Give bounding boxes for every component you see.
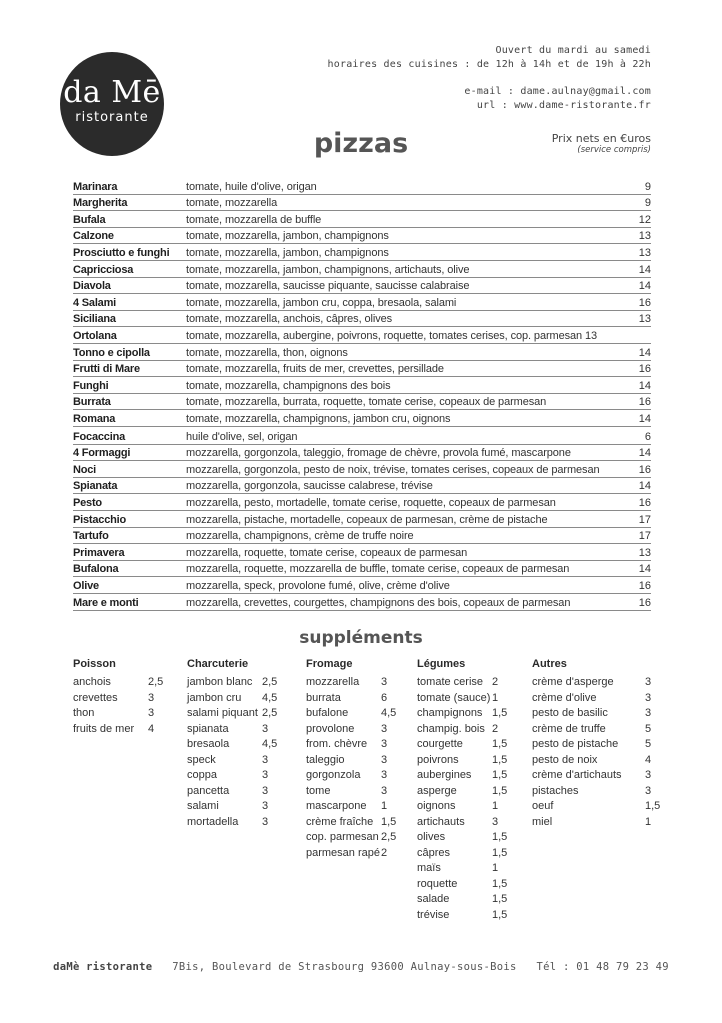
supplement-label: salade <box>417 893 450 905</box>
menu-item-description: tomate, mozzarella, anchois, câpres, olives <box>186 313 393 326</box>
supplement-item <box>532 784 652 801</box>
supplement-item <box>187 738 278 754</box>
footer-address: 7Bis, Boulevard de Strasbourg 93600 Aulnay-sous-Bois <box>172 961 517 973</box>
menu-item-name: Diavola <box>73 280 111 293</box>
menu-item-row <box>73 561 651 578</box>
menu-item-price: 14 <box>638 447 651 460</box>
supplement-item <box>417 877 508 894</box>
menu-item-name: Pesto <box>73 496 102 509</box>
menu-item-name: 4 Salami <box>73 296 117 309</box>
supplement-price: 3 <box>262 769 269 781</box>
supplement-column <box>532 658 661 831</box>
supplement-price: 1 <box>381 800 388 812</box>
supplement-price: 1,5 <box>492 908 508 921</box>
supplement-label: tomate (sauce) <box>417 691 491 704</box>
menu-item-row <box>73 461 651 478</box>
menu-item-row <box>73 428 651 445</box>
menu-item-price: 16 <box>638 463 651 476</box>
menu-item-row <box>73 195 651 212</box>
menu-item-row <box>73 478 651 495</box>
supplement-price: 3 <box>148 691 155 704</box>
menu-item-price: 13 <box>638 246 651 259</box>
supplement-price: 3 <box>262 722 269 735</box>
supplement-item <box>532 815 652 832</box>
supplement-item <box>73 707 155 723</box>
supplement-price: 3 <box>381 676 388 688</box>
supplement-label: anchois <box>73 676 111 688</box>
menu-item-row <box>73 577 651 594</box>
supplement-price: 2 <box>381 846 388 859</box>
white-pizza-list <box>73 428 651 611</box>
supplement-label: mozzarella <box>306 676 360 688</box>
menu-item-description: tomate, mozzarella, fruits de mer, crevettes, persillade <box>186 363 444 376</box>
supplement-item <box>187 784 269 801</box>
menu-item-price: 14 <box>638 480 651 493</box>
supplement-item <box>417 738 508 754</box>
menu-item-description: mozzarella, pistache, mortadelle, copeaux de parmesan, crème de pistache <box>186 513 548 526</box>
supplement-item <box>306 815 397 832</box>
supplement-price: 5 <box>645 738 652 750</box>
menu-item-row <box>73 410 651 427</box>
supplement-price: 4,5 <box>262 738 278 750</box>
supplement-item <box>417 846 508 863</box>
supplement-price: 2,5 <box>262 707 278 719</box>
supplement-price: 3 <box>262 784 269 797</box>
supplement-item <box>417 691 499 708</box>
menu-item-description: tomate, mozzarella <box>186 197 278 210</box>
menu-item-price: 14 <box>638 346 651 359</box>
supplement-item <box>187 753 269 770</box>
menu-item-price: 13 <box>638 313 651 326</box>
supplement-item <box>532 738 652 754</box>
menu-item-description: tomate, huile d'olive, origan <box>186 180 317 193</box>
menu-item-row <box>73 294 651 311</box>
supplement-price: 1 <box>492 862 499 874</box>
menu-item-row <box>73 244 651 261</box>
supplement-price: 3 <box>645 769 652 781</box>
supplement-label: fruits de mer <box>73 722 135 735</box>
menu-item-description: tomate, mozzarella, jambon, champignons <box>186 246 389 259</box>
supplement-label: coppa <box>187 769 217 781</box>
kitchen-hours: horaires des cuisines : de 12h à 14h et de 19h à 22h <box>327 59 651 70</box>
logo-subtitle: ristorante <box>75 110 149 125</box>
menu-item-description: mozzarella, crevettes, courgettes, champignons des bois, copeaux de parmesan <box>186 596 571 609</box>
menu-item-price: 16 <box>638 296 651 309</box>
price-note-main: Prix nets en €uros <box>551 132 651 145</box>
menu-item-price: 16 <box>638 496 651 509</box>
supplement-label: poivrons <box>417 753 459 766</box>
menu-item-row <box>73 228 651 245</box>
supplement-label: salami piquant <box>187 707 258 719</box>
supplement-label: pesto de pistache <box>532 738 619 750</box>
menu-item-price: 9 <box>644 197 651 210</box>
supplement-label: trévise <box>417 908 450 921</box>
menu-item-price: 6 <box>644 430 651 443</box>
supplement-category: Autres <box>532 658 567 670</box>
supplement-price: 3 <box>645 784 652 797</box>
menu-item-name: Bufala <box>73 213 106 226</box>
supplement-item <box>306 831 397 847</box>
supplement-price: 1,5 <box>492 877 508 890</box>
supplement-price: 1,5 <box>492 707 508 719</box>
supplement-item <box>417 707 508 723</box>
supplement-label: câpres <box>417 846 451 859</box>
menu-item-row <box>73 261 651 278</box>
supplement-price: 4 <box>148 722 155 735</box>
menu-item-price: 9 <box>644 180 651 193</box>
supplement-price: 4,5 <box>381 707 397 719</box>
menu-item-description: mozzarella, gorgonzola, saucisse calabrese, trévise <box>186 480 433 493</box>
supplement-price: 1 <box>492 800 499 812</box>
supplement-label: jambon cru <box>187 691 242 704</box>
supplement-price: 1,5 <box>492 846 508 859</box>
menu-item-price: 13 <box>638 230 651 243</box>
supplement-item <box>417 784 508 801</box>
supplement-item <box>417 769 508 785</box>
supplement-item <box>306 800 388 816</box>
menu-item-name: Olive <box>73 579 99 592</box>
supplement-item <box>306 784 388 801</box>
supplement-item <box>417 831 508 847</box>
supplement-label: thon <box>73 707 95 719</box>
menu-item-row <box>73 594 651 611</box>
price-note <box>552 132 651 155</box>
supplement-item <box>417 815 499 832</box>
supplement-label: crème d'artichauts <box>532 769 622 781</box>
menu-item-row <box>73 361 651 378</box>
menu-item-row <box>73 278 651 295</box>
supplement-label: parmesan rapé <box>306 846 380 859</box>
supplement-label: artichauts <box>417 815 465 828</box>
menu-item-row <box>73 445 651 462</box>
supplement-item <box>532 707 652 723</box>
menu-item-name: Focaccina <box>73 430 126 443</box>
menu-item-row <box>73 344 651 361</box>
menu-item-price: 14 <box>638 280 651 293</box>
footer-phone: Tél : 01 48 79 23 49 <box>536 961 669 973</box>
supplement-item <box>73 722 155 739</box>
supplement-item <box>187 815 269 832</box>
supplement-item <box>73 691 155 708</box>
supplement-price: 2 <box>492 676 499 688</box>
supplement-label: oeuf <box>532 800 554 812</box>
supplement-label: asperge <box>417 784 457 797</box>
supplement-item <box>306 738 388 754</box>
email-text: e-mail : dame.aulnay@gmail.com <box>464 86 651 97</box>
supplement-label: gorgonzola <box>306 769 361 781</box>
supplement-label: tomate cerise <box>417 676 484 688</box>
supplement-price: 3 <box>262 753 269 766</box>
supplement-label: crème fraîche <box>306 815 374 828</box>
supplement-label: miel <box>532 815 553 828</box>
menu-item-price: 14 <box>638 563 651 576</box>
menu-item-price: 12 <box>638 213 651 226</box>
menu-item-row <box>73 211 651 228</box>
supplement-category: Légumes <box>417 658 466 670</box>
supplement-item <box>417 722 499 739</box>
supplement-item <box>187 800 269 816</box>
supplement-price: 3 <box>381 784 388 797</box>
menu-item-name: Pistacchio <box>73 513 127 526</box>
menu-item-description: tomate, mozzarella, thon, oignons <box>186 346 348 359</box>
supplement-price: 1,5 <box>492 831 508 843</box>
menu-item-name: Burrata <box>73 396 111 409</box>
supplement-price: 2 <box>492 722 499 735</box>
supplement-price: 1,5 <box>492 769 508 781</box>
menu-item-row <box>73 377 651 394</box>
supplement-item <box>187 691 278 708</box>
supplement-price: 2,5 <box>262 676 278 688</box>
supplement-price: 3 <box>492 815 499 828</box>
supplement-label: bresaola <box>187 738 230 750</box>
supplement-price: 3 <box>381 753 388 766</box>
menu-item-name: 4 Formaggi <box>73 447 131 460</box>
menu-item-name: Spianata <box>73 480 118 493</box>
menu-item-row <box>73 511 651 528</box>
menu-item-description: huile d'olive, sel, origan <box>186 430 298 443</box>
menu-item-description: mozzarella, roquette, mozzarella de buffle, tomate cerise, copeaux de parmesan <box>186 563 570 576</box>
supplement-label: spianata <box>187 722 229 735</box>
website-text: url : www.dame-ristorante.fr <box>476 100 651 111</box>
supplement-label: olives <box>417 831 446 843</box>
menu-item-name: Funghi <box>73 379 109 392</box>
menu-item-name: Noci <box>73 463 97 476</box>
footer-brand: daMè ristorante <box>53 961 153 973</box>
supplement-column <box>187 658 278 831</box>
menu-item-row <box>73 544 651 561</box>
menu-item-description: tomate, mozzarella, saucisse piquante, saucisse calabraise <box>186 280 470 293</box>
supplement-price: 1,5 <box>492 753 508 766</box>
menu-item-description: tomate, mozzarella, champignons des bois <box>186 379 391 392</box>
supplement-column <box>306 658 397 862</box>
supplement-item <box>532 722 652 739</box>
supplement-item <box>187 707 278 723</box>
menu-item-description: tomate, mozzarella, burrata, roquette, tomate cerise, copeaux de parmesan <box>186 396 547 409</box>
supplement-label: roquette <box>417 877 458 890</box>
menu-item-description: mozzarella, pesto, mortadelle, tomate cerise, roquette, copeaux de parmesan <box>186 496 556 509</box>
menu-item-description: tomate, mozzarella, champignons, jambon cru, oignons <box>186 412 451 425</box>
supplement-item <box>532 753 652 770</box>
supplement-label: courgette <box>417 738 463 750</box>
supplement-item <box>306 676 388 692</box>
menu-item-name: Ortolana <box>73 329 117 342</box>
menu-item-name: Frutti di Mare <box>73 363 140 376</box>
supplement-price: 5 <box>645 722 652 735</box>
menu-item-description: mozzarella, champignons, crème de truffe noire <box>186 530 414 543</box>
opening-days: Ouvert du mardi au samedi <box>495 45 651 56</box>
supplement-label: provolone <box>306 722 355 735</box>
supplement-category: Fromage <box>306 658 353 670</box>
supplement-label: aubergines <box>417 769 472 781</box>
supplement-label: pesto de noix <box>532 753 598 766</box>
supplement-label: jambon blanc <box>187 676 253 688</box>
menu-item-price: 17 <box>638 513 651 526</box>
supplement-label: mascarpone <box>306 800 367 812</box>
supplement-column <box>73 658 164 738</box>
supplement-price: 3 <box>645 691 652 704</box>
supplement-item <box>187 676 278 692</box>
supplement-price: 3 <box>148 707 155 719</box>
pizza-list <box>73 178 651 427</box>
supplement-item <box>532 800 661 816</box>
supplement-label: pesto de basilic <box>532 707 608 719</box>
menu-item-name: Tonno e cipolla <box>73 346 150 359</box>
page-title: pizzas <box>313 128 409 159</box>
supplement-item <box>306 707 397 723</box>
supplement-item <box>417 908 508 925</box>
menu-item-price: 16 <box>638 363 651 376</box>
supplement-label: champig. bois <box>417 722 485 735</box>
supplement-item <box>306 722 388 739</box>
supplement-item <box>532 769 652 785</box>
supplement-item <box>417 862 499 878</box>
supplement-price: 4,5 <box>262 691 278 704</box>
supplement-price: 3 <box>262 800 269 812</box>
menu-item-description: tomate, mozzarella, jambon, champignons, artichauts, olive <box>186 263 470 276</box>
menu-item-row <box>73 311 651 328</box>
supplement-item <box>417 893 508 909</box>
supplement-price: 4 <box>645 753 652 766</box>
menu-item-row <box>73 528 651 545</box>
contact-info <box>464 85 651 113</box>
supplement-label: maïs <box>417 862 441 874</box>
supplement-label: crevettes <box>73 691 118 704</box>
menu-item-name: Tartufo <box>73 530 109 543</box>
supplement-label: bufalone <box>306 707 349 719</box>
supplement-label: from. chèvre <box>306 738 368 750</box>
supplement-price: 1,5 <box>645 800 661 812</box>
supplement-label: cop. parmesan <box>306 831 379 843</box>
supplement-price: 1 <box>645 815 652 828</box>
menu-item-price: 16 <box>638 596 651 609</box>
supplement-column <box>417 658 508 924</box>
opening-hours <box>328 44 651 72</box>
menu-item-price: 17 <box>638 530 651 543</box>
menu-item-name: Marinara <box>73 180 118 193</box>
supplement-label: crème d'olive <box>532 691 597 704</box>
menu-item-description: mozzarella, gorgonzola, pesto de noix, trévise, tomates cerises, copeaux de parmesan <box>186 463 600 476</box>
supplement-price: 1 <box>492 691 499 704</box>
menu-item-description: mozzarella, roquette, tomate cerise, copeaux de parmesan <box>186 546 468 559</box>
menu-item-name: Capricciosa <box>73 263 134 276</box>
footer <box>0 961 722 973</box>
supplement-price: 1,5 <box>492 784 508 797</box>
supplement-label: oignons <box>417 800 456 812</box>
logo-name: da Mē <box>63 75 161 110</box>
menu-item-description: tomate, mozzarella, jambon cru, coppa, bresaola, salami <box>186 296 457 309</box>
supplement-item <box>306 846 388 863</box>
supplement-price: 3 <box>262 815 269 828</box>
supplement-price: 2,5 <box>148 676 164 688</box>
supplement-label: pistaches <box>532 784 579 797</box>
menu-item-row <box>73 178 651 195</box>
supplement-label: crème d'asperge <box>532 676 614 688</box>
supplement-price: 3 <box>645 676 652 688</box>
supplement-label: speck <box>187 753 216 766</box>
menu-item-name: Primavera <box>73 546 125 559</box>
menu-item-description: mozzarella, gorgonzola, taleggio, fromage de chèvre, provola fumé, mascarpone <box>186 447 571 460</box>
menu-item-name: Calzone <box>73 230 114 243</box>
supplement-item <box>306 769 388 785</box>
menu-item-name: Margherita <box>73 197 128 210</box>
menu-item-price: 13 <box>638 546 651 559</box>
supplement-category: Poisson <box>73 658 116 670</box>
menu-item-row <box>73 327 651 344</box>
supplement-label: salami <box>187 800 219 812</box>
supplement-label: tome <box>306 784 331 797</box>
menu-item-name: Prosciutto e funghi <box>73 246 170 259</box>
supplement-item <box>187 769 269 785</box>
menu-item-description: tomate, mozzarella, aubergine, poivrons, roquette, tomates cerises, cop. parmesan 13 <box>186 329 598 342</box>
supplement-item <box>532 676 652 692</box>
supplement-price: 3 <box>381 738 388 750</box>
supplement-label: crème de truffe <box>532 722 606 735</box>
menu-item-price: 14 <box>638 379 651 392</box>
supplement-price: 1,5 <box>492 893 508 905</box>
supplement-price: 3 <box>645 707 652 719</box>
menu-item-description: tomate, mozzarella de buffle <box>186 213 322 226</box>
menu-item-row <box>73 494 651 511</box>
menu-item-name: Bufalona <box>73 563 119 576</box>
menu-item-name: Mare e monti <box>73 596 139 609</box>
menu-item-price: 14 <box>638 412 651 425</box>
supplement-item <box>417 753 508 770</box>
supplement-item <box>532 691 652 708</box>
menu-item-row <box>73 394 651 411</box>
supplement-label: pancetta <box>187 784 230 797</box>
menu-item-price: 16 <box>638 396 651 409</box>
supplement-price: 3 <box>381 722 388 735</box>
menu-item-price: 14 <box>638 263 651 276</box>
supplement-label: champignons <box>417 707 483 719</box>
supplement-label: mortadella <box>187 815 239 828</box>
supplement-price: 1,5 <box>381 815 397 828</box>
supplement-price: 2,5 <box>381 831 397 843</box>
supplement-label: burrata <box>306 691 341 704</box>
menu-item-name: Siciliana <box>73 313 116 326</box>
supplement-category: Charcuterie <box>187 658 249 670</box>
supplement-item <box>73 676 164 692</box>
supplement-item <box>187 722 269 739</box>
supplement-label: taleggio <box>306 753 345 766</box>
menu-item-price: 16 <box>638 579 651 592</box>
supplement-item <box>306 691 388 708</box>
menu-item-description: mozzarella, speck, provolone fumé, olive, crème d'olive <box>186 579 450 592</box>
supplement-price: 6 <box>381 691 388 704</box>
supplement-price: 3 <box>381 769 388 781</box>
supplement-item <box>306 753 388 770</box>
menu-item-name: Romana <box>73 412 116 425</box>
supplement-item <box>417 800 499 816</box>
supplement-price: 1,5 <box>492 738 508 750</box>
price-note-sub: (service compris) <box>577 145 651 155</box>
menu-item-description: tomate, mozzarella, jambon, champignons <box>186 230 389 243</box>
supplement-item <box>417 676 499 692</box>
supplements-title: suppléments <box>299 628 423 648</box>
